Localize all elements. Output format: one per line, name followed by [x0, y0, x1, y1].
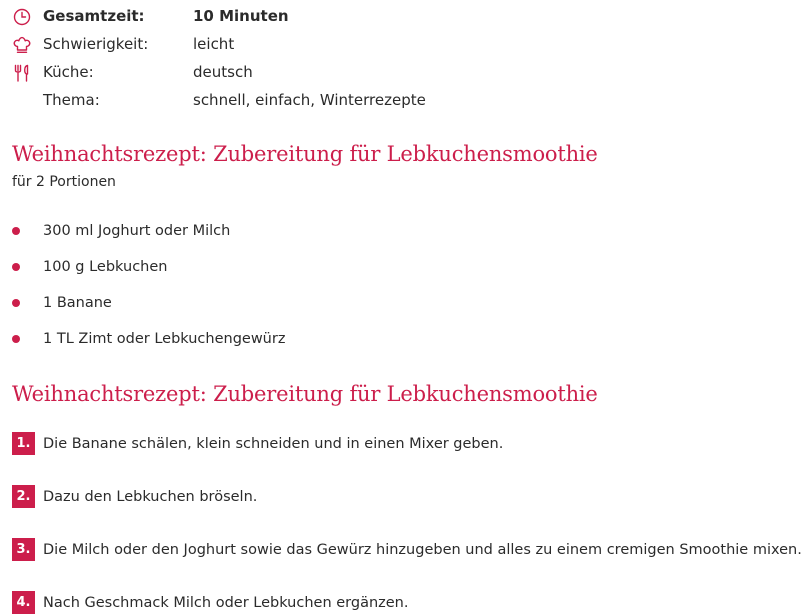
meta-label: Gesamtzeit:	[43, 7, 145, 25]
meta-value: leicht	[193, 35, 235, 53]
meta-label: Thema:	[43, 91, 100, 109]
step-number-badge: 2.	[12, 485, 35, 508]
meta-row-total-time	[12, 4, 792, 32]
cutlery-icon	[12, 63, 32, 83]
step-number-badge: 3.	[12, 538, 35, 561]
ingredient-text: 1 TL Zimt oder Lebkuchengewürz	[43, 331, 286, 347]
bullet-icon	[12, 227, 20, 235]
chef-hat-icon	[12, 35, 32, 55]
step-number-badge: 1.	[12, 432, 35, 455]
steps-heading: Weihnachtsrezept: Zubereitung für Lebkuchensmoothie	[12, 382, 598, 406]
bullet-icon	[12, 335, 20, 343]
meta-value: 10 Minuten	[193, 7, 289, 25]
recipe-meta	[12, 4, 792, 116]
ingredient-text: 300 ml Joghurt oder Milch	[43, 223, 231, 239]
step-text: Die Milch oder den Joghurt sowie das Gewürz hinzugeben und alles zu einem cremigen Smoothie mixen.	[43, 542, 802, 558]
clock-icon	[12, 7, 32, 27]
meta-label: Schwierigkeit:	[43, 35, 149, 53]
meta-row-cuisine	[12, 60, 792, 88]
servings-text: für 2 Portionen	[12, 174, 116, 190]
meta-value: schnell, einfach, Winterrezepte	[193, 91, 426, 109]
step-number-badge: 4.	[12, 591, 35, 614]
step-text: Nach Geschmack Milch oder Lebkuchen ergänzen.	[43, 595, 409, 611]
meta-value: deutsch	[193, 63, 253, 81]
ingredient-text: 1 Banane	[43, 295, 112, 311]
ingredient-text: 100 g Lebkuchen	[43, 259, 168, 275]
meta-row-theme	[12, 88, 792, 116]
meta-row-difficulty	[12, 32, 792, 60]
step-text: Die Banane schälen, klein schneiden und in einen Mixer geben.	[43, 436, 504, 452]
bullet-icon	[12, 299, 20, 307]
step-text: Dazu den Lebkuchen bröseln.	[43, 489, 258, 505]
ingredients-heading: Weihnachtsrezept: Zubereitung für Lebkuchensmoothie	[12, 142, 598, 166]
meta-label: Küche:	[43, 63, 94, 81]
bullet-icon	[12, 263, 20, 271]
